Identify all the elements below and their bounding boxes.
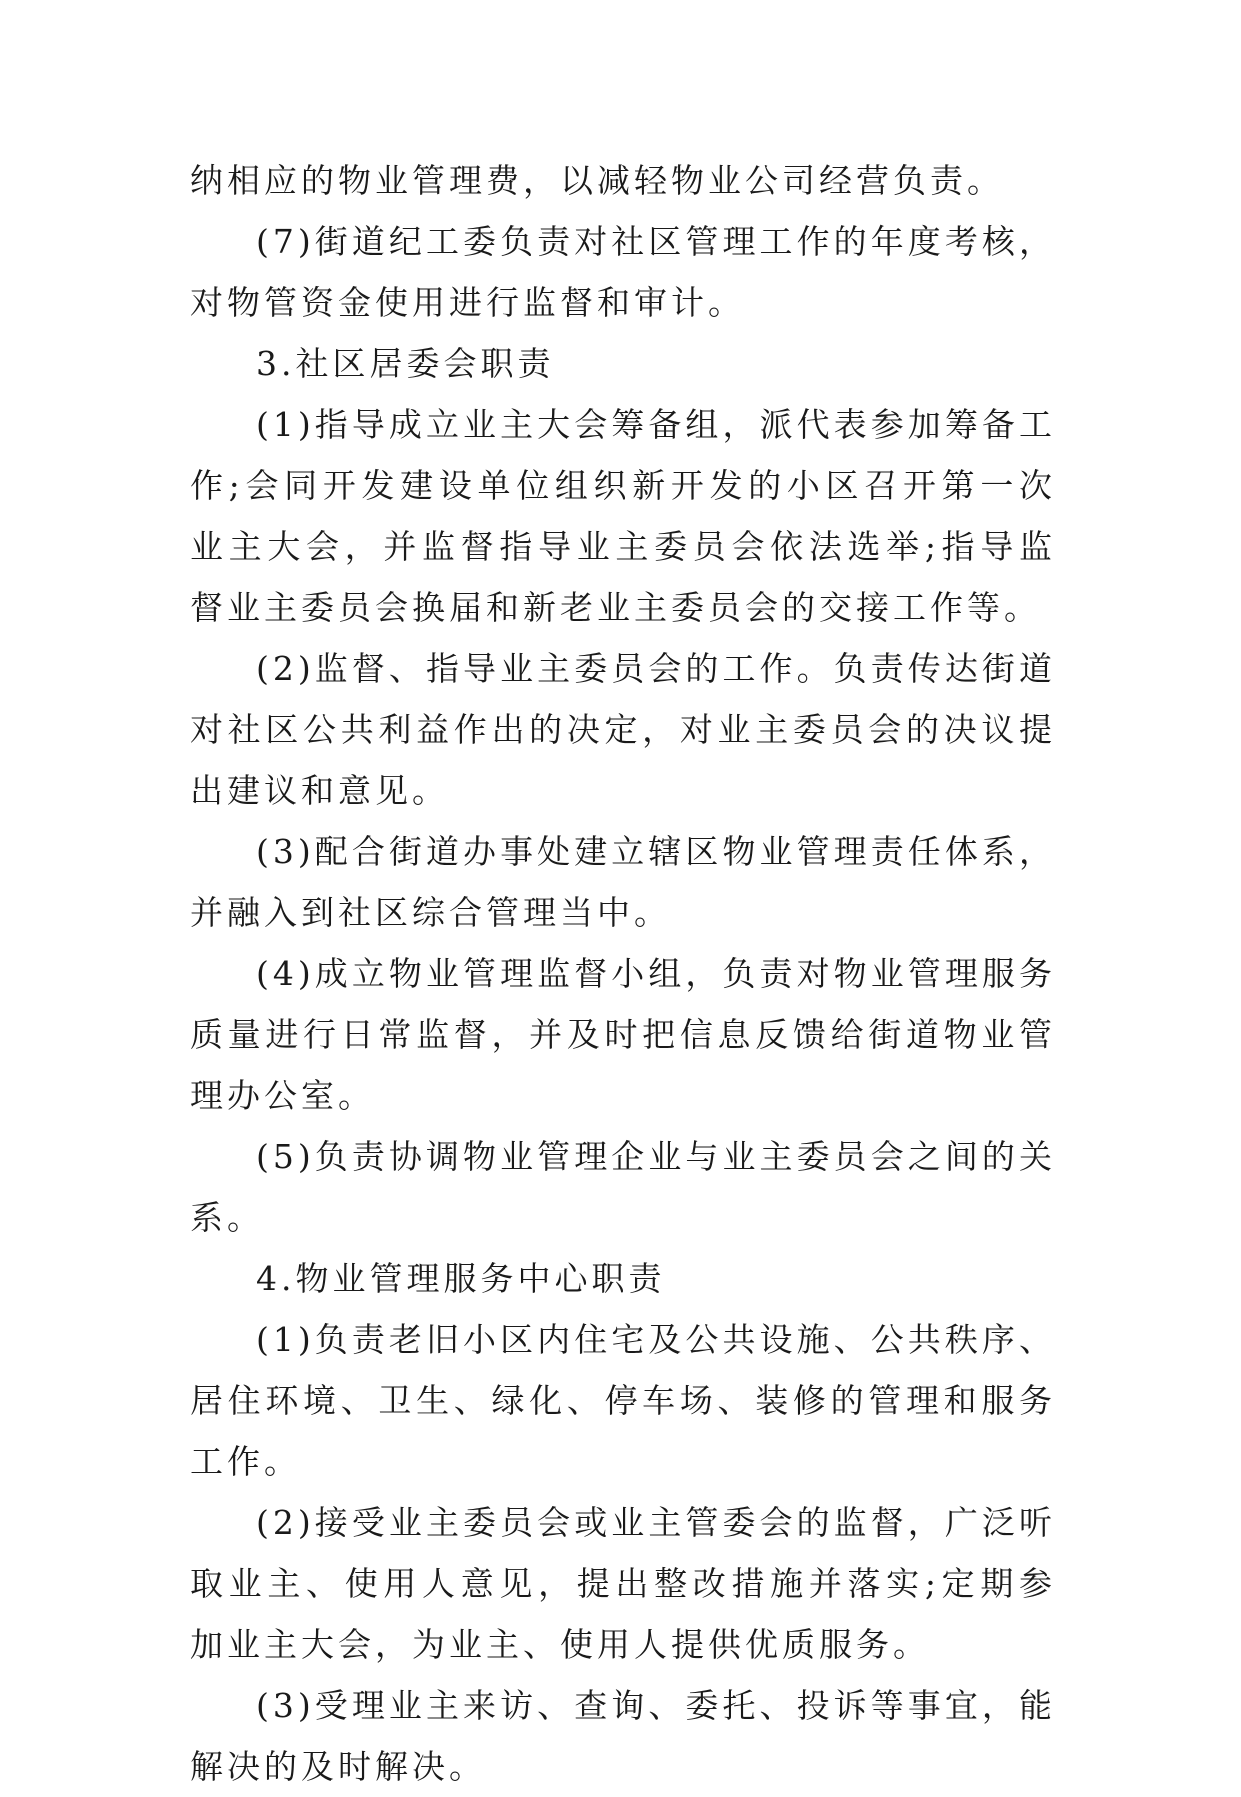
paragraph-3-2: (2)监督、指导业主委员会的工作。负责传达街道对社区公共利益作出的决定，对业主委员会的决议提出建议和意见。 [190,649,1056,810]
paragraph-3-1: (1)指导成立业主大会筹备组，派代表参加筹备工作;会同开发建设单位组织新开发的小区召开第一次业主大会，并监督指导业主委员会依法选举;指导监督业主委员会换届和新老业主委员会的交接工作等。 [190,405,1056,627]
paragraph-2: (7)街道纪工委负责对社区管理工作的年度考核，对物管资金使用进行监督和审计。 [190,222,1056,322]
document-page [190,150,1056,1797]
paragraph-1: 纳相应的物业管理费，以减轻物业公司经营负责。 [190,161,1004,200]
paragraph-4-3: (3)受理业主来访、查询、委托、投诉等事宜，能解决的及时解决。 [190,1686,1056,1786]
section-heading-4: 4.物业管理服务中心职责 [256,1259,666,1298]
paragraph-3-3: (3)配合街道办事处建立辖区物业管理责任体系，并融入到社区综合管理当中。 [190,832,1056,932]
section-heading-3: 3.社区居委会职责 [256,344,555,383]
paragraph-4-2: (2)接受业主委员会或业主管委会的监督，广泛听取业主、使用人意见，提出整改措施并落实;定期参加业主大会，为业主、使用人提供优质服务。 [190,1503,1056,1664]
paragraph-3-4: (4)成立物业管理监督小组，负责对物业管理服务质量进行日常监督，并及时把信息反馈给街道物业管理办公室。 [190,954,1056,1115]
paragraph-3-5: (5)负责协调物业管理企业与业主委员会之间的关系。 [190,1137,1056,1237]
paragraph-4-1: (1)负责老旧小区内住宅及公共设施、公共秩序、居住环境、卫生、绿化、停车场、装修的管理和服务工作。 [190,1320,1056,1481]
